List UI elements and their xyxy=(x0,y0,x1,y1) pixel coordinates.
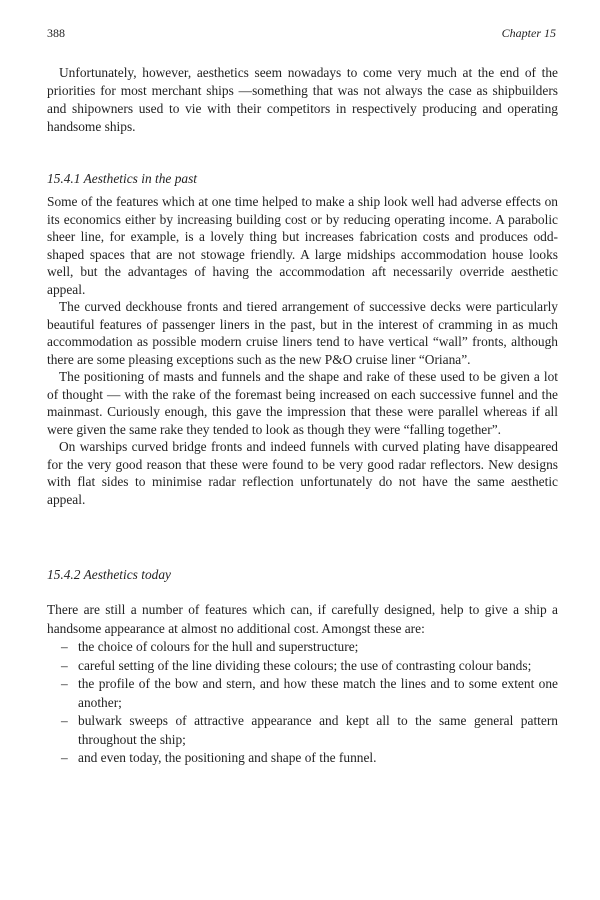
paragraph: The curved deckhouse fronts and tiered arrangement of successive decks were particularly beautiful features of passenger liners in the past, but in the interest of cramming in as much accommodation as possible modern cruise liners tend to have vertical “wall” fronts, although there are some pleasing exceptions such as the new P&O cruise liner “Oriana”. xyxy=(47,299,558,367)
list-item-text: the choice of colours for the hull and superstructure; xyxy=(78,639,359,654)
section-heading-today: 15.4.2 Aesthetics today xyxy=(47,567,171,582)
paragraph: On warships curved bridge fronts and indeed funnels with curved plating have disappeared for the very good reason that these were found to be very good radar reflectors. New designs with flat sides to minimise radar reflection unfortunately do not have the same aesthetic appeal. xyxy=(47,439,558,507)
bullet-dash: – xyxy=(61,713,68,728)
list-item-text: and even today, the positioning and shape of the funnel. xyxy=(78,750,377,765)
section-past-body xyxy=(47,193,558,508)
list-item xyxy=(47,712,558,749)
intro-paragraph: Unfortunately, however, aesthetics seem nowadays to come very much at the end of the priorities for most merchant ships —something that was not always the case as shipbuilders and shipowners used to vie with their competitors in respectively producing and operating handsome ships. xyxy=(47,65,558,134)
list-item xyxy=(47,638,558,657)
list-item xyxy=(47,657,558,676)
bullet-dash: – xyxy=(61,657,68,673)
list-item xyxy=(47,675,558,712)
paragraph: The positioning of masts and funnels and the shape and rake of these used to be given a lot of thought — with the rake of the foremast being increased on each successive funnel and the mainmast. Curiously enough, this gave the impression that these were parallel whereas if all were given the same rake they tended to look as though they were “falling together”. xyxy=(47,369,558,437)
running-header-chapter: Chapter 15 xyxy=(501,26,556,40)
list-item xyxy=(47,749,558,768)
paragraph: There are still a number of features which can, if carefully designed, help to give a ship a handsome appearance at almost no additional cost. Amongst these are: xyxy=(47,602,558,636)
intro-paragraph-block xyxy=(47,64,558,136)
list-item-text: bulwark sweeps of attractive appearance and kept all to the same general pattern throughout the ship; xyxy=(78,713,558,747)
section-today-body xyxy=(47,601,558,768)
list-item-text: careful setting of the line dividing these colours; the use of contrasting colour bands; xyxy=(78,657,532,673)
page-number: 388 xyxy=(47,26,65,40)
feature-list xyxy=(47,638,558,768)
list-item-text: the profile of the bow and stern, and how these match the lines and to some extent one another; xyxy=(78,676,558,710)
bullet-dash: – xyxy=(61,750,68,765)
bullet-dash: – xyxy=(61,676,68,691)
section-heading-past: 15.4.1 Aesthetics in the past xyxy=(47,171,198,186)
paragraph: Some of the features which at one time helped to make a ship look well had adverse effects on its economics either by increasing building cost or by reducing operating income. A parabolic sheer line, for example, is a lovely thing but increases fabrication costs and produces odd-shaped spaces that are not stowage friendly. A large midships accommodation house looks well, but the advantages of having the accommodation aft necessarily override aesthetic appeal. xyxy=(47,194,558,297)
bullet-dash: – xyxy=(61,639,68,654)
